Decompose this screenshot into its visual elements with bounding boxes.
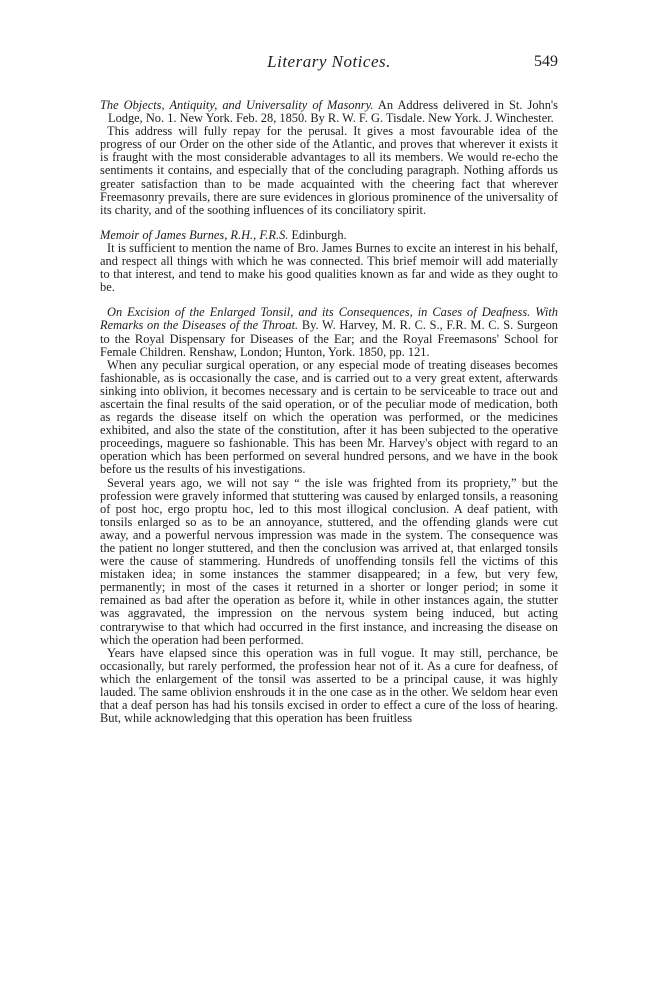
notice-title-italic: Memoir of James Burnes, R.H., F.R.S. — [100, 227, 289, 242]
notice-paragraph: Several years ago, we will not say “ the isle was frighted from its propriety,” but the profession were gravely informed that stuttering was caused by enlarged tonsils, a reasoning of post hoc, ergo proptu hoc, led to this most illogical conclusion. A deaf patient, with tonsils enlarged so as to be an annoyance, stuttered, and the offending glands were cut away, and a powerful nervous impression was made in the system. The consequence was the patient no longer stuttered, and then the conclusion was arrived at, that enlarged tonsils were the cause of stammering. Hundreds of unoffending tonsils fell the victims of this mistaken idea; in some instances the stammer disappeared; in a few, but very few, permanently; in most of the cases it returned in a shorter or longer period; in some it remained as bad after the operation as before it, while in other instances again, the stutter was aggravated, the impression on the nervous system being induced, but acting contrarywise to that which had occurred in the first instance, and increasing the disease on which the operation had been performed. — [100, 475, 558, 647]
notice-title-rest: An Address delivered in St. John's Lodge, No. 1. New York. Feb. 28, 1850. By R. W. F. G. Tisdale. New York. J. Winchester. — [108, 98, 558, 126]
notice-title-italic: The Objects, Antiquity, and Universality of Masonry. — [100, 98, 374, 112]
notice-paragraph: When any peculiar surgical operation, or any especial mode of treating diseases becomes fashionable, as is occasionally the case, and is carried out to a very great extent, afterwards sinking into oblivion, it becomes necessary and is certain to be serviceable to trace out and ascertain the final results of the said operation, or of the peculiar mode of medication, both as regards the disease itself on which the operation was performed, or the medicines exhibited, and also the state of the constitution, after it has been subjected to the operative proceedings, maguere so fashionable. This has been Mr. Harvey's object with regard to an operation which has been performed on several hundred persons, and we have in the book before us the results of his investigations. — [100, 357, 558, 477]
notice-title — [100, 229, 558, 242]
notice-title — [100, 306, 558, 358]
notice-paragraph: It is sufficient to mention the name of Bro. James Burnes to excite an interest in his behalf, and respect all things with which he was connected. This brief memoir will add materially to that interest, and tend to make his good qualities known as far and wide as they ought to be. — [100, 240, 558, 295]
notice-paragraph: This address will fully repay for the perusal. It gives a most favourable idea of the progress of our Order on the other side of the Atlantic, and proves that wherever it exists it is fraught with the most considerable advantages to all its members. We would re-echo the sentiments it contains, and especially that of the concluding paragraph. Nothing affords us greater satisfaction than to be made acquainted with the cheering fact that wherever Freemasonry prevails, there are sure evidences in glorious prominence of the universality of its charity, and of the soothing influences of its conciliatory spirit. — [100, 124, 558, 217]
page-body — [100, 99, 558, 725]
notice-title-rest: Edinburgh. — [288, 227, 347, 242]
notice-entry — [100, 229, 558, 294]
notice-title — [100, 99, 558, 125]
notice-entry — [100, 99, 558, 217]
running-head — [100, 50, 558, 74]
notice-paragraph: Years have elapsed since this operation was in full vogue. It may still, perchance, be occasionally, but rarely performed, the profession hear not of it. As a cure for deafness, of which the enlargement of the tonsil was asserted to be a principal cause, it was highly lauded. The same oblivion enshrouds it in the one case as in the other. We seldom hear even that a deaf person has had his tonsils excised in order to effect a cure of the loss of hearing. But, while acknowledging that this operation has been fruitless — [100, 645, 558, 726]
running-head-title: Literary Notices. — [267, 52, 391, 71]
notice-title-italic: On Excision of the Enlarged Tonsil, and its Consequences, in Cases of Deafness. With Remarks on the Diseases of the Throat. — [100, 305, 558, 333]
notice-entry — [100, 306, 558, 725]
page-number: 549 — [534, 53, 558, 70]
notice-title-rest: By. W. Harvey, M. R. C. S., F.R. M. C. S. Surgeon to the Royal Dispensary for Diseases of the Ear; and the Royal Freemasons' School for Female Children. Renshaw, London; Hunton, York. 1850, pp. 121. — [100, 318, 558, 359]
